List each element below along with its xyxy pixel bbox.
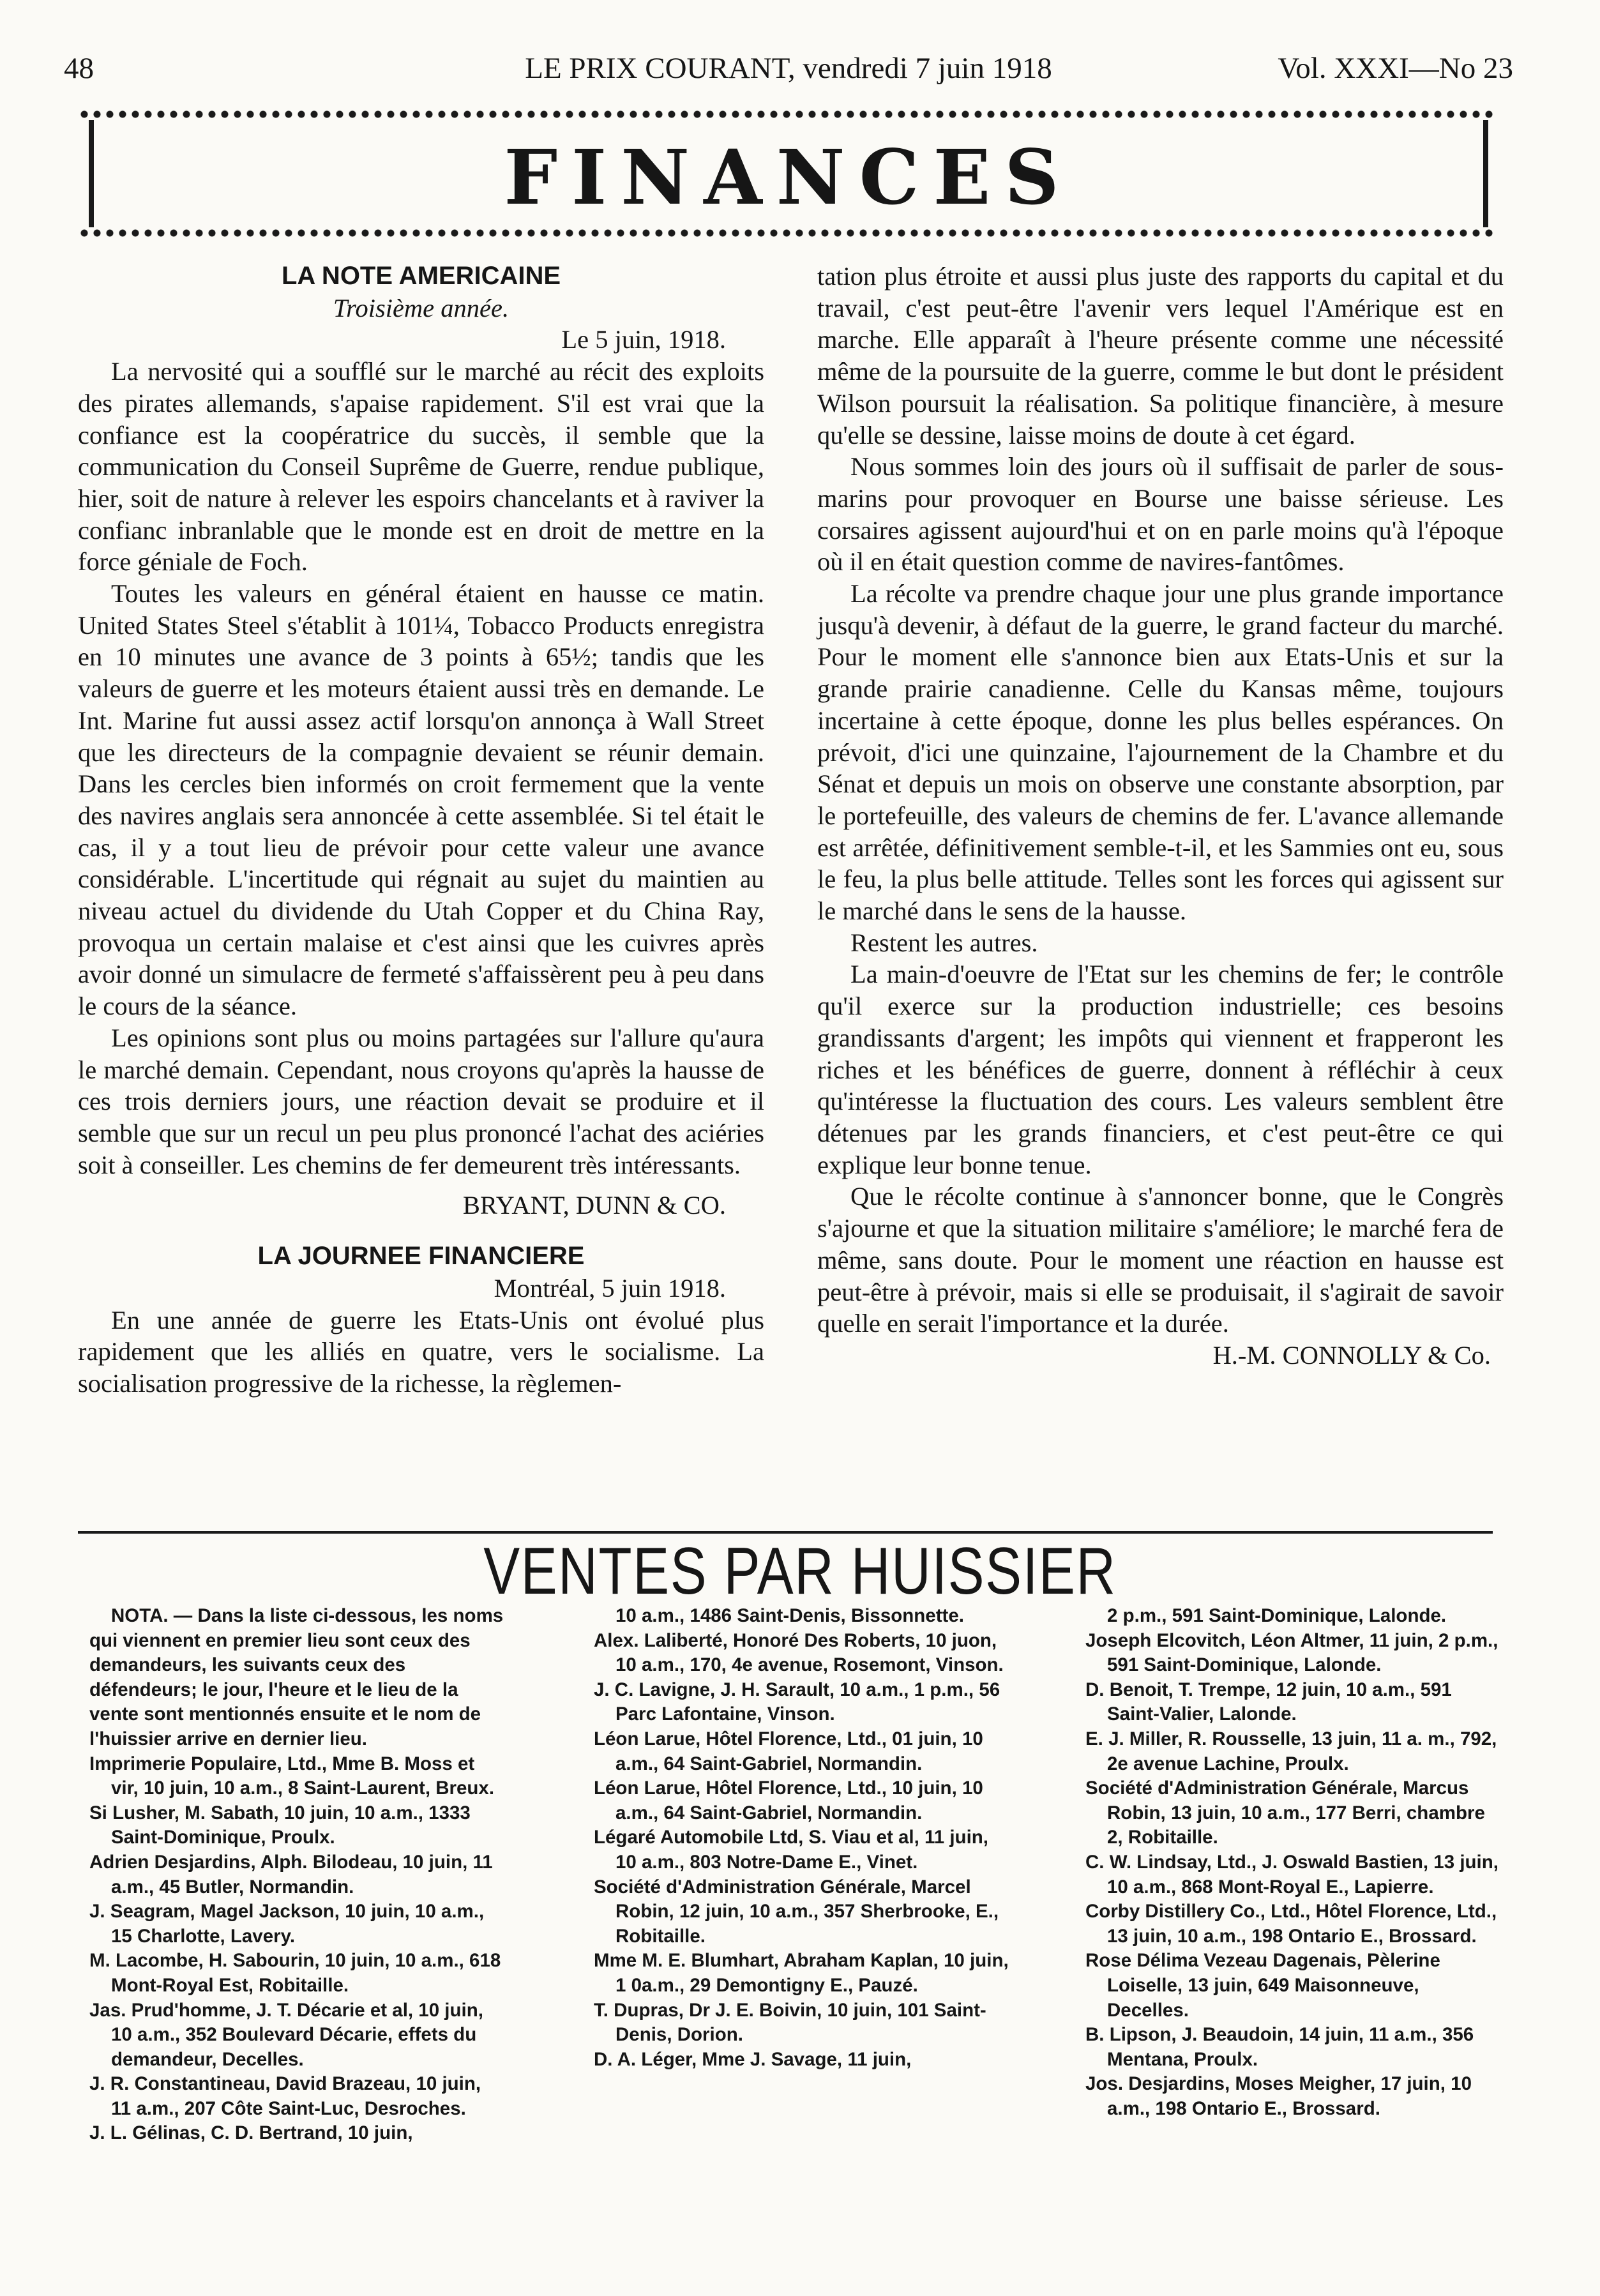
ventes-entry-continued: 2 p.m., 591 Saint-Dominique, Lalonde. [1107, 1605, 1447, 1626]
ventes-entry: T. Dupras, Dr J. E. Boivin, 10 juin, 101 Saint-Denis, Dorion. [594, 1999, 986, 2046]
ventes-entry: Légaré Automobile Ltd, S. Viau et al, 11 juin, 10 a.m., 803 Notre-Dame E., Vinet. [594, 1827, 988, 1873]
ventes-nota: NOTA. — Dans la liste ci-dessous, les noms qui viennent en premier lieu sont ceux des demandeurs, les suivants ceux des défendeurs; le jour, l'heure et le lieu de la vente sont mentionnés ensuite et le nom de l'huissier arrive en dernier lieu. [89, 1605, 504, 1749]
publication-line: LE PRIX COURANT, vendredi 7 juin 1918 [525, 52, 1052, 85]
ventes-entry: Alex. Laliberté, Honoré Des Roberts, 10 juon, 10 a.m., 170, 4e avenue, Rosemont, Vinson. [594, 1629, 1004, 1676]
ventes-entry: B. Lipson, J. Beaudoin, 14 juin, 11 a.m., 356 Mentana, Proulx. [1085, 2024, 1474, 2070]
article-paragraph: Que le récolte continue à s'annoncer bonne, que le Congrès s'ajourne et que la situation militaire s'améliore; le marché fera de même, sans doute. Pour le moment une réaction en hausse est peut-être à prévoir, mais si elle se produisait, il s'agirait de savoir quelle en serait l'importance et la durée. [817, 1182, 1504, 1338]
ventes-entry: Rose Délima Vezeau Dagenais, Pèlerine Loiselle, 13 juin, 649 Maisonneuve, Decelles. [1085, 1950, 1440, 2021]
ventes-entry: Joseph Elcovitch, Léon Altmer, 11 juin, 2 p.m., 591 Saint-Dominique, Lalonde. [1085, 1629, 1498, 1676]
page-header [64, 51, 1513, 93]
volume-number: Vol. XXXI—No 23 [1278, 52, 1513, 85]
ventes-entry-continued: 10 a.m., 1486 Saint-Denis, Bissonnette. [615, 1605, 964, 1626]
article-paragraph: Restent les autres. [850, 928, 1038, 957]
ventes-entry: Léon Larue, Hôtel Florence, Ltd., 01 juin, 10 a.m., 64 Saint-Gabriel, Normandin. [594, 1728, 983, 1774]
ventes-entry: J. C. Lavigne, J. H. Sarault, 10 a.m., 1 p.m., 56 Parc Lafontaine, Vinson. [594, 1679, 1000, 1725]
ventes-entry: Jas. Prud'homme, J. T. Décarie et al, 10 juin, 10 a.m., 352 Boulevard Décarie, effets du demandeur, Decelles. [89, 1999, 483, 2070]
ventes-title: VENTES PAR HUISSIER [483, 1534, 1117, 1608]
article-signature: H.-M. CONNOLLY & Co. [1212, 1340, 1491, 1370]
article-paragraph: La récolte va prendre chaque jour une plus grande importance jusqu'à devenir, à défaut de la guerre, le grand facteur du marché. Pour le moment elle s'annonce bien aux Etats-Unis et sur la grande prairie canadienne. Celle du Kansas même, toujours incertaine à cette époque, donne les plus belles espérances. On prévoit, d'ici une quinzaine, l'ajournement de la Chambre et du Sénat et depuis un mois on observe une constante absorption, par le portefeuille, des valeurs de chemins de fer. L'avance allemande est arrêtée, définitivement semble-t-il, et les Sammies ont eu, sous le feu, la plus belle attitude. Telles sont les forces qui agissent sur le marché dans le sens de la hausse. [817, 579, 1504, 926]
article-heading-journee-financiere: LA JOURNEE FINANCIERE [257, 1242, 585, 1271]
article-paragraph: La nervosité qui a soufflé sur le marché au récit des exploits des pirates allemands, s'apaise rapidement. S'il est vrai que la confiance est la coopératrice du succès, il semble que la communication du Conseil Suprême de Guerre, rendue publique, hier, soit de nature à relever les espoirs chancelants et à raviver la confianc inbranlable que le monde est en droit de mettre en la force géniale de Foch. [78, 357, 764, 577]
article-heading-note-americaine: LA NOTE AMERICAINE [281, 262, 561, 290]
article-paragraph: Toutes les valeurs en général étaient en hausse ce matin. United States Steel s'établit à 101¼, Tobacco Products enregistra en 10 minutes une avance de 3 points à 65½; tandis que les valeurs de guerre et les moteurs étaient aussi très en demande. Le Int. Marine fut aussi assez actif lorsqu'on annonça à Wall Street que les directeurs de la compagnie devaient se réunir demain. Dans les cercles bien informés on croit fermement que la vente des navires anglais sera annoncée à cette assemblée. Si tel était le cas, il y a tout lieu de prévoir pour cette valeur une avance considérable. L'incertitude qui régnait au sujet du maintien au niveau actuel du dividende du Utah Copper et du China Ray, provoqua un certain malaise et c'est ainsi que les cuivres après avoir donné un simulacre de fermeté s'affaissèrent peu à peu dans le cours de la séance. [78, 579, 764, 1021]
ventes-entry: Corby Distillery Co., Ltd., Hôtel Florence, Ltd., 13 juin, 10 a.m., 198 Ontario E., Brossard. [1085, 1901, 1497, 1947]
banner-top-border [80, 110, 1497, 119]
ventes-entry: Mme M. E. Blumhart, Abraham Kaplan, 10 juin, 1 0a.m., 29 Demontigny E., Pauzé. [594, 1950, 1009, 1996]
article-signature: BRYANT, DUNN & CO. [462, 1191, 726, 1220]
article-paragraph: La main-d'oeuvre de l'Etat sur les chemins de fer; le contrôle qu'il exerce sur la production industrielle; ces besoins grandissants d'argent; les impôts qui viennent et frapperont les riches et les bénéfices de guerre, donnent à réfléchir à ceux qu'intéresse la fluctuation des cours. Les valeurs semblent être détenues par les grands financiers, et c'est peut-être ce qui explique leur bonne tenue. [817, 960, 1504, 1179]
article-paragraph: Nous sommes loin des jours où il suffisait de parler de sous-marins pour provoquer en Bourse une baisse sérieuse. Les corsaires agissent aujourd'hui et on en parle moins qu'à l'époque où il en était question comme de navires-fantômes. [817, 452, 1504, 577]
ventes-entry: Jos. Desjardins, Moses Meigher, 17 juin, 10 a.m., 198 Ontario E., Brossard. [1085, 2073, 1472, 2119]
article-subheading: Troisième année. [333, 293, 509, 322]
ventes-column-2 [594, 1604, 1009, 2072]
article-paragraph-continued: tation plus étroite et aussi plus juste des rapports du capital et du travail, c'est peut-être l'avenir vers lequel l'Amérique est en marche. Elle apparaît à l'heure présente comme une nécessité même de la poursuite de la guerre, comme le but dont le président Wilson poursuit la réalisation. Sa politique financière, à mesure qu'elle se dessine, laisse moins de doute à cet égard. [817, 262, 1504, 449]
ventes-entry: Adrien Desjardins, Alph. Bilodeau, 10 juin, 11 a.m., 45 Butler, Normandin. [89, 1851, 493, 1898]
ventes-entry: Léon Larue, Hôtel Florence, Ltd., 10 juin, 10 a.m., 64 Saint-Gabriel, Normandin. [594, 1778, 983, 1824]
article-paragraph: Les opinions sont plus ou moins partagées sur l'allure qu'aura le marché demain. Cependant, nous croyons qu'après la hausse de ces trois derniers jours, une réaction devait se produire et il semble que sur un recul un peu plus prononcé l'achat des aciéries soit à conseiller. Les chemins de fer demeurent très intéressants. [78, 1023, 764, 1179]
article-date: Montréal, 5 juin 1918. [494, 1273, 726, 1303]
ventes-column-1 [89, 1604, 504, 2146]
ventes-entry: E. J. Miller, R. Rousselle, 13 juin, 11 a. m., 792, 2e avenue Lachine, Proulx. [1085, 1728, 1497, 1774]
ventes-entry: Imprimerie Populaire, Ltd., Mme B. Moss et vir, 10 juin, 10 a.m., 8 Saint-Laurent, Breux. [89, 1753, 495, 1799]
page-number: 48 [64, 52, 94, 85]
ventes-entry: D. Benoit, T. Trempe, 12 juin, 10 a.m., 591 Saint-Valier, Lalonde. [1085, 1679, 1452, 1725]
section-banner [80, 110, 1497, 238]
ventes-entry: Si Lusher, M. Sabath, 10 juin, 10 a.m., 1333 Saint-Dominique, Proulx. [89, 1802, 471, 1848]
ventes-entry: C. W. Lindsay, Ltd., J. Oswald Bastien, 13 juin, 10 a.m., 868 Mont-Royal E., Lapierre. [1085, 1851, 1498, 1898]
ventes-column-3 [1085, 1604, 1500, 2121]
ventes-entry: D. A. Léger, Mme J. Savage, 11 juin, [594, 2048, 912, 2070]
ventes-entry: J. Seagram, Magel Jackson, 10 juin, 10 a.m., 15 Charlotte, Lavery. [89, 1901, 485, 1947]
ventes-entry: J. R. Constantineau, David Brazeau, 10 juin, 11 a.m., 207 Côte Saint-Luc, Desroches. [89, 2073, 481, 2119]
ventes-entry: M. Lacombe, H. Sabourin, 10 juin, 10 a.m., 618 Mont-Royal Est, Robitaille. [89, 1950, 501, 1996]
left-article-column [78, 261, 764, 1400]
article-paragraph: En une année de guerre les Etats-Unis ont évolué plus rapidement que les alliés en quatre, vers le socialisme. La socialisation progressive de la richesse, la règlemen- [78, 1305, 764, 1398]
ventes-entry: Société d'Administration Générale, Marcel Robin, 12 juin, 10 a.m., 357 Sherbrooke, E., Robitaille. [594, 1876, 999, 1947]
ventes-entry: J. L. Gélinas, C. D. Bertrand, 10 juin, [89, 2122, 413, 2144]
article-date: Le 5 juin, 1918. [561, 325, 726, 354]
ventes-entry: Société d'Administration Générale, Marcus Robin, 13 juin, 10 a.m., 177 Berri, chambre 2, Robitaille. [1085, 1778, 1485, 1848]
banner-bottom-border [80, 229, 1497, 238]
right-article-column [817, 261, 1504, 1371]
section-title: FINANCES [504, 133, 1073, 222]
